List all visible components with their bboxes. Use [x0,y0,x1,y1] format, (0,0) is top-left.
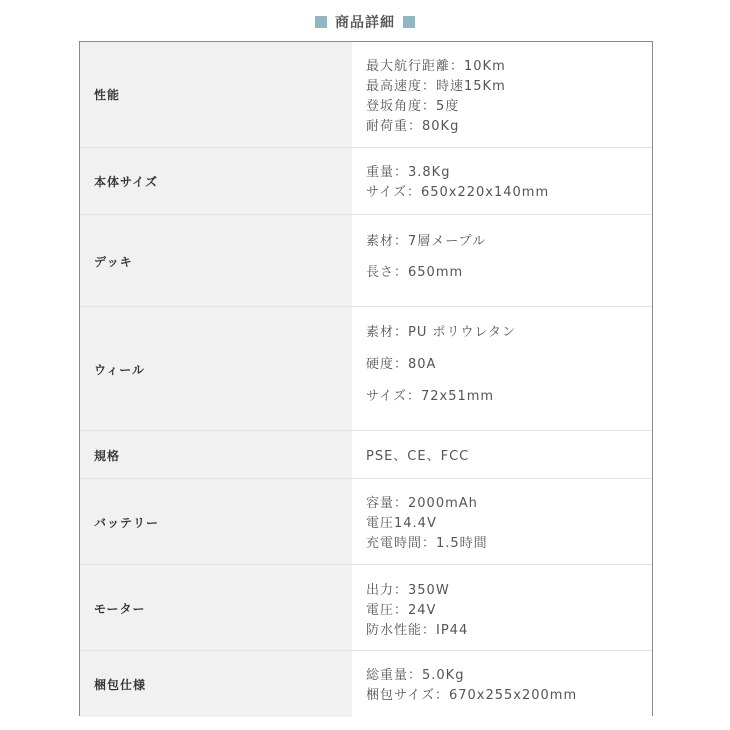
section-title: 商品詳細 [335,15,395,31]
spec-row [80,650,652,717]
spec-label: 性能 [80,42,352,147]
spec-value-line: 素材：7層メープル [366,234,487,249]
spec-value-cell [352,565,652,651]
spec-value-cell [352,148,652,215]
spec-value-line: 電圧：24V [366,603,437,618]
spec-value-line: 最高速度：時速15Km [366,79,506,94]
spec-value-cell [352,431,652,479]
spec-value-line: PSE、CE、FCC [366,449,470,464]
spec-table [79,41,653,716]
spec-value-cell [352,307,652,431]
spec-value-line: 重量：3.8Kg [366,165,451,180]
spec-value-line: 素材：PU ポリウレタン [366,325,516,340]
spec-label: ウィール [80,307,352,431]
spec-value-line: 最大航行距離：10Km [366,59,506,74]
spec-label: 梱包仕様 [80,651,352,717]
spec-value-line: 登坂角度：5度 [366,99,460,114]
spec-value-cell [352,42,652,147]
spec-label: デッキ [80,215,352,307]
spec-label: バッテリー [80,479,352,565]
spec-row [80,564,652,651]
spec-value-line: 総重量：5.0Kg [366,668,465,683]
spec-value-line: 充電時間：1.5時間 [366,536,488,551]
spec-value-line: 硬度：80A [366,357,437,372]
spec-label: 規格 [80,431,352,479]
spec-value-line: 防水性能：IP44 [366,623,469,638]
spec-value-cell [352,215,652,307]
spec-row [80,478,652,565]
spec-row [80,42,652,147]
square-marker-icon [403,16,415,28]
spec-value-cell [352,479,652,565]
spec-value-line: 長さ：650mm [366,265,464,280]
spec-value-line: サイズ：72x51mm [366,389,495,404]
spec-row [80,214,652,307]
spec-value-line: 容量：2000mAh [366,496,478,511]
spec-row [80,306,652,431]
spec-value-cell [352,651,652,717]
spec-label: モーター [80,565,352,651]
section-header [0,11,730,33]
square-marker-icon [315,16,327,28]
spec-value-line: 耐荷重：80Kg [366,119,460,134]
spec-value-line: 梱包サイズ：670x255x200mm [366,688,578,703]
spec-row [80,430,652,479]
spec-value-line: サイズ：650x220x140mm [366,185,550,200]
spec-value-line: 電圧14.4V [366,516,437,531]
spec-row [80,147,652,215]
spec-label: 本体サイズ [80,148,352,215]
spec-value-line: 出力：350W [366,583,450,598]
